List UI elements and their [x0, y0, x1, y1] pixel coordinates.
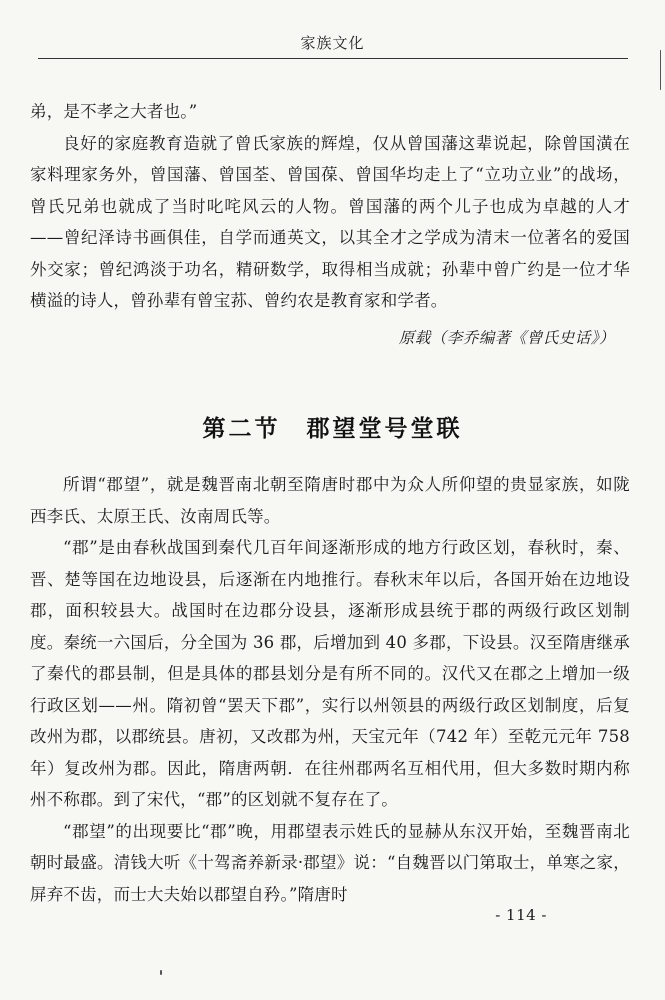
page-number: - 114 -	[495, 906, 547, 924]
scan-speck	[160, 970, 162, 975]
paragraph: 所谓“郡望”，就是魏晋南北朝至隋唐时郡中为众人所仰望的贵显家族，如陇西李氏、太原王氏、汝南周氏等。	[30, 475, 630, 526]
paragraph: 良好的家庭教育造就了曾氏家族的辉煌，仅从曾国藩这辈说起，除曾国潢在家料理家务外，曾国藩、曾国荃、曾国葆、曾国华均走上了“立功立业”的战场，曾氏兄弟也就成了当时叱咤风云的人物。曾国藩的两个儿子也成为卓越的人才——曾纪泽诗书画俱佳，自学而通英文，以其全才之学成为清末一位著名的爱国外交家；曾纪鸿淡于功名，精研数学，取得相当成就；孙辈中曾广约是一位才华横溢的诗人，曾孙辈有曾宝荪、曾约农是教育家和学者。	[30, 133, 630, 310]
section-body	[30, 469, 630, 910]
running-header-title: 家族文化	[300, 34, 365, 52]
source-citation: 原载（李乔编著《曾氏史话》）	[398, 329, 615, 347]
running-header	[0, 30, 665, 60]
header-rule	[38, 58, 628, 59]
paragraph: “郡望”的出现要比“郡”晚，用郡望表示姓氏的显赫从东汉开始，至魏晋南北朝时最盛。清钱大听《十驾斋养新录·郡望》说：“自魏晋以门第取士，单寒之家，屏弃不齿，而士大夫始以郡望自矜。”隋唐时	[30, 821, 630, 904]
scan-edge	[660, 50, 661, 90]
section-heading: 第二节 郡望堂号堂联	[202, 416, 463, 442]
paragraph: “郡”是由春秋战国到秦代几百年间逐渐形成的地方行政区划，春秋时，秦、晋、楚等国在边地设县，后逐渐在内地推行。春秋末年以后，各国开始在边地设郡，面积较县大。战国时在边郡分设县，逐渐形成县统于郡的两级行政区划制度。秦统一六国后，分全国为 36 郡，后增加到 40 多郡，下设县。汉至隋唐继承了秦代的郡县制，但是具体的郡县划分是有所不同的。汉代又在郡之上增加一级行政区划——州。隋初曾“罢天下郡”，实行以州领县的两级行政区划制度，后复改州为郡，以郡统县。唐初，又改郡为州，天宝元年（742 年）至乾元元年 758 年）复改州为郡。因此，隋唐两朝．在往州郡两名互相代用，但大多数时期内称州不称郡。到了宋代，“郡”的区划就不复存在了。	[30, 538, 630, 809]
paragraph-continuation: 弟，是不孝之大者也。”	[30, 102, 198, 121]
intro-text	[30, 96, 630, 317]
